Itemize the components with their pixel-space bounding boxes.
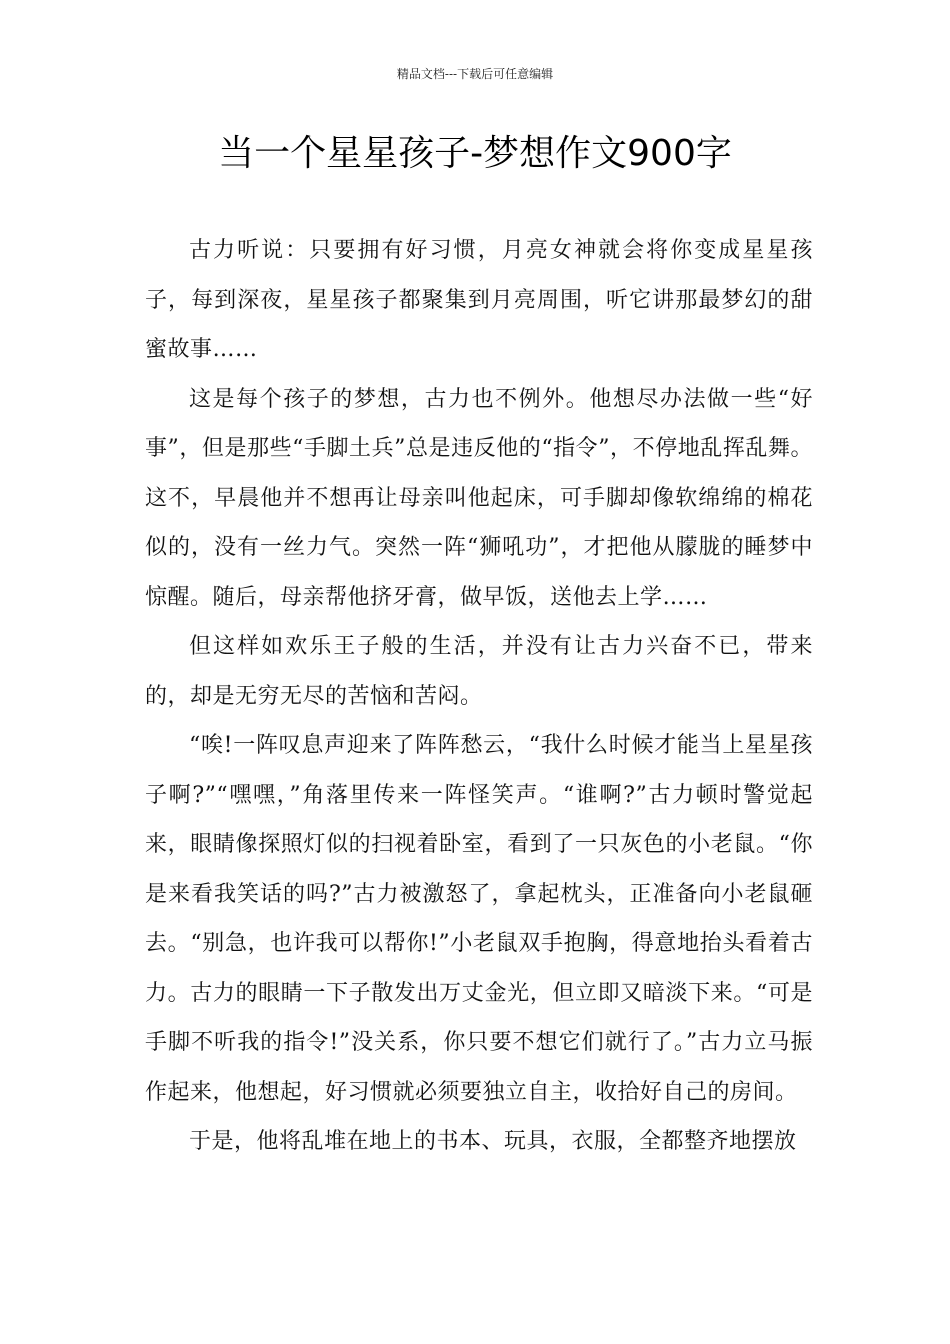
paragraph: 古力听说：只要拥有好习惯，月亮女神就会将你变成星星孩子，每到深夜，星星孩子都聚集到月亮周围，听它讲那最梦幻的甜蜜故事……: [145, 238, 813, 362]
paragraph: 于是，他将乱堆在地上的书本、玩具，衣服，全都整齐地摆放: [189, 1129, 797, 1154]
essay-body: [145, 226, 813, 1167]
paragraph: 但这样如欢乐王子般的生活，并没有让古力兴奋不已，带来的，却是无穷无尽的苦恼和苦闷。: [145, 634, 813, 709]
header-note: 精品文档---下载后可任意编辑: [396, 67, 554, 81]
paragraph: 这是每个孩子的梦想，古力也不例外。他想尽办法做一些“好事”，但是那些“手脚土兵”总是违反他的“指令”，不停地乱挥乱舞。这不，早晨他并不想再让母亲叫他起床，可手脚却像软绵绵的棉花似的，没有一丝力气。突然一阵“狮吼功”，才把他从朦胧的睡梦中惊醒。随后，母亲帮他挤牙膏，做早饭，送他去上学……: [145, 386, 813, 610]
page-title: 当一个星星孩子-梦想作文900字: [218, 133, 732, 174]
paragraph: “唉!一阵叹息声迎来了阵阵愁云，“我什么时候才能当上星星孩子啊?”“嘿嘿，”角落里传来一阵怪笑声。“谁啊?”古力顿时警觉起来，眼睛像探照灯似的扫视着卧室，看到了一只灰色的小老鼠。“你是来看我笑话的吗?”古力被激怒了，拿起枕头，正准备向小老鼠砸去。“别急，也许我可以帮你!”小老鼠双手抱胸，得意地抬头看着古力。古力的眼睛一下子散发出万丈金光，但立即又暗淡下来。“可是手脚不听我的指令!”没关系，你只要不想它们就行了。”古力立马振作起来，他想起，好习惯就必须要独立自主，收拾好自己的房间。: [145, 733, 813, 1105]
